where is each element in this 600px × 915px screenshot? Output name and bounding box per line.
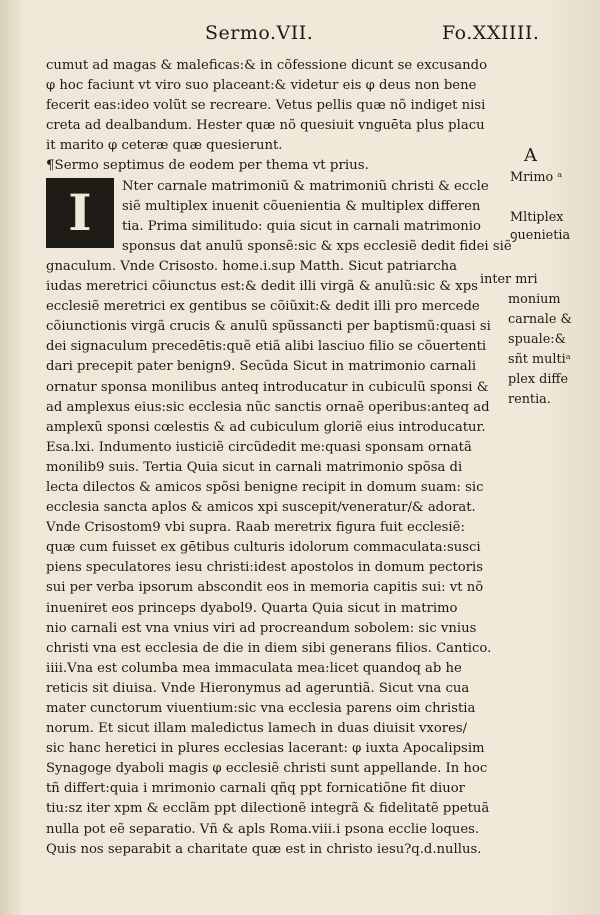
text-line: reticis sit diuisa. Vnde Hieronymus ad ageruntiã. Sicut vna cua [46, 680, 470, 696]
marginal-note: Mltiplex [510, 210, 564, 225]
marginal-note: carnale & [508, 312, 572, 327]
text-line: gnaculum. Vnde Crisosto. home.i.sup Matth. Sicut patriarcha [46, 258, 457, 274]
text-line: norum. Et sicut illam maledictus lamech in duas diuisit vxores/ [46, 721, 468, 737]
text-line: it marito φ ceteræ quæ quesierunt. [46, 138, 283, 154]
marginal-note: Mrimo ᵃ [510, 170, 563, 185]
text-line: ecclesia sancta aplos & amicos xpi suscepit/veneratur/& adorat. [46, 500, 476, 516]
text-line: sponsus dat anulũ sponsẽ:sic & xps ecclesiẽ dedit fidei siẽ [122, 238, 512, 254]
text-line: amplexũ sponsi cœlestis & ad cubiculum gloriẽ eius introducatur. [46, 419, 486, 435]
text-line: siẽ multiplex inuenit cõuenientia & multiplex differen [122, 198, 481, 214]
text-line: tñ differt:quia i mrimonio carnali qñq ppt fornicatiõne fit diuor [46, 781, 465, 797]
text-line: dei signaculum precedētis:quẽ etiã alibi lasciuo filio se cõuertenti [46, 339, 487, 355]
sermon-rubric: ¶Sermo septimus de eodem per thema vt prius. [46, 158, 369, 174]
marginal-note: monium [508, 292, 561, 307]
text-line: piens speculatores iesu christi:idest apostolos in domum pectoris [46, 560, 484, 576]
running-header [0, 22, 600, 48]
text-line: sic hanc heretici in plures ecclesias lacerant: φ iuxta Apocalipsim [46, 741, 485, 757]
text-line: ornatur sponsa monilibus anteq introducatur in cubiculũ sponsi & [46, 379, 489, 395]
body-text [46, 56, 516, 860]
text-line: φ hoc faciunt vt viro suo placeant:& videtur eis φ deus non bene [46, 78, 477, 94]
text-line: mater cunctorum viuentium:sic vna ecclesia parens oim christia [46, 701, 476, 716]
text-line: quæ cum fuisset ex gētibus culturis idolorum commaculata:susci [46, 540, 481, 556]
initial-letter: I [68, 183, 92, 242]
text-line: iudas meretrici cõiunctus est:& dedit illi virgã & anulũ:sic & xps [46, 279, 478, 295]
text-line: ecclesiẽ meretrici ex gentibus se cõiũxit:& dedit illi pro mercede [46, 299, 480, 315]
text-line: Synagoge dyaboli magis φ ecclesiẽ christi sunt appellande. In hoc [46, 761, 488, 777]
text-line: Esa.lxi. Indumento iusticiẽ circũdedit me:quasi sponsam ornatã [46, 439, 472, 455]
text-line: sui per verba ipsorum abscondit eos in memoria capitis sui: vt nõ [46, 580, 484, 596]
text-line: Nter carnale matrimoniũ & matrimoniũ christi & eccle [122, 178, 489, 194]
text-line: nio carnali est vna vnius viri ad procreandum sobolem: sic vnius [46, 620, 477, 636]
text-line: Quis nos separabit a charitate quæ est in christo iesu?q.d.nullus. [46, 841, 482, 857]
text-line: iiii.Vna est columba mea immaculata mea:licet quandoq ab he [46, 660, 462, 676]
marginal-letter: A [524, 145, 537, 166]
marginal-note: rentia. [508, 392, 551, 407]
text-line: christi vna est ecclesia de die in diem sibi generans filios. Cantico. [46, 640, 492, 656]
marginal-note: plex diffe [508, 372, 569, 387]
marginal-note: ꝯuenietia [510, 228, 571, 243]
text-line: cõiunctionis virgã crucis & anulũ spũssancti per baptismũ:quasi si [46, 319, 491, 335]
marginal-note: spuale:& [508, 332, 566, 347]
text-line: fecerit eas:ideo volũt se recreare. Vetus pellis quæ nõ indiget nisi [46, 98, 486, 114]
text-line: Vnde Crisostom9 vbi supra. Raab meretrix figura fuit ecclesiẽ: [46, 520, 465, 536]
text-line: tiu:sz iter xpm & ecclãm ppt dilectionẽ integrã & fidelitatẽ ppetuã [46, 801, 490, 817]
folio-number: Fo.XXIIII. [442, 22, 540, 44]
text-line: nulla pot eẽ separatio. Vñ & apls Roma.viii.i psona ecclie loques. [46, 821, 480, 837]
text-line: tia. Prima similitudo: quia sicut in carnali matrimonio [122, 218, 481, 234]
text-line: inueniret eos princeps dyabol9. Quarta Quia sicut in matrimo [46, 600, 458, 616]
text-line: dari precepit pater benign9. Secũda Sicut in matrimonio carnali [46, 359, 477, 375]
sermon-number: Sermo.VII. [205, 22, 314, 44]
text-line: lecta dilectos & amicos spõsi benigne recipit in domum suam: sic [46, 479, 484, 495]
text-line: monilib9 suis. Tertia Quia sicut in carnali matrimonio spõsa di [46, 459, 463, 475]
text-line: cumut ad magas & maleficas:& in cõfessione dicunt se excusando [46, 58, 488, 73]
marginal-note: sñt multiᵃ [508, 352, 571, 367]
marginal-note: inter mri [480, 272, 538, 287]
text-line: creta ad dealbandum. Hester quæ nõ quesiuit vnguēta plus placu [46, 118, 485, 134]
text-line: ad amplexus eius:sic ecclesia nũc sanctis ornaẽ operibus:anteq ad [46, 399, 490, 415]
